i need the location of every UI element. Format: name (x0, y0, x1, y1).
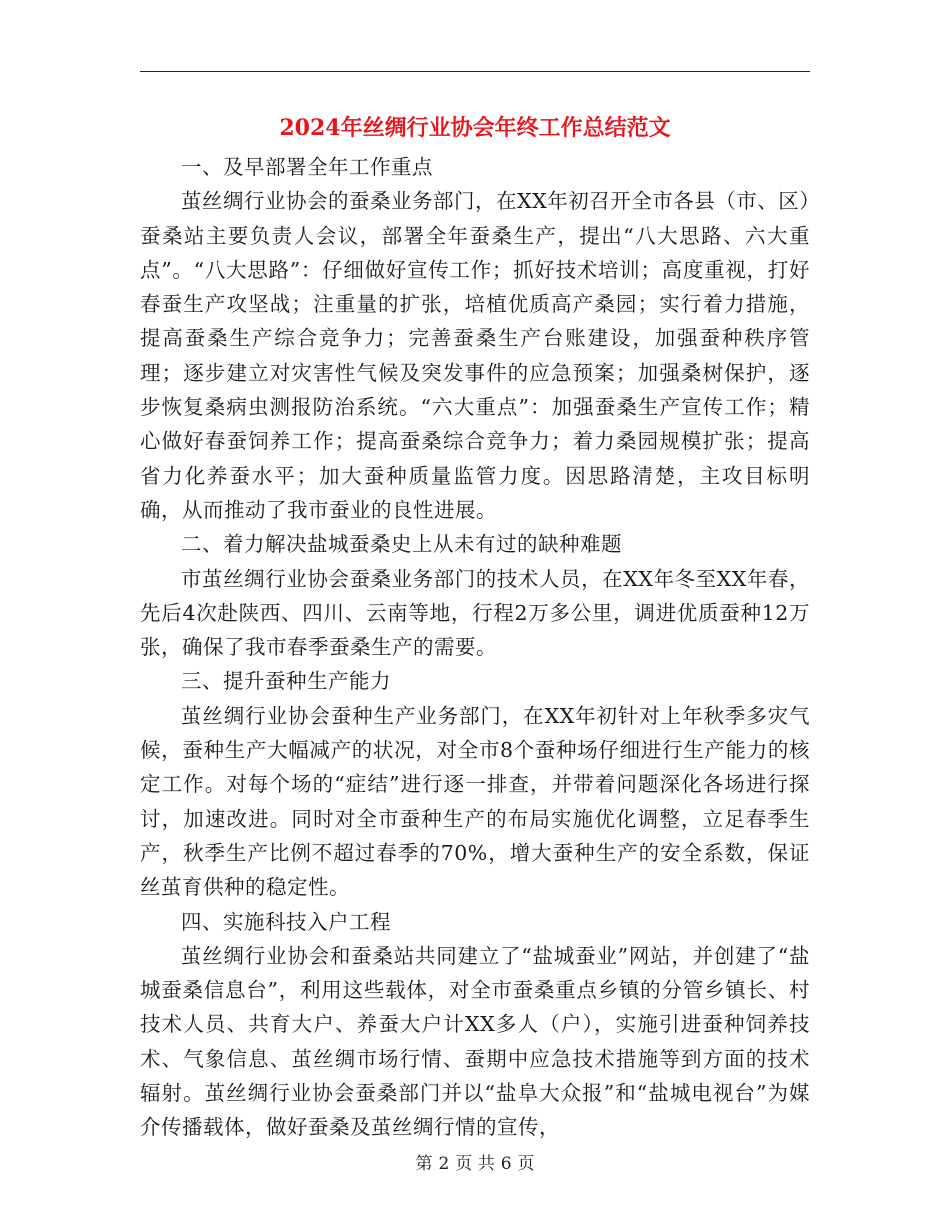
footer-prefix: 第 (415, 1154, 433, 1174)
document-title: 2024年丝绸行业协会年终工作总结范文 (279, 115, 671, 141)
footer-middle: 页 共 (455, 1154, 495, 1174)
footer-page-number: 2 (438, 1154, 450, 1174)
document-body (140, 150, 810, 1145)
page-footer (140, 1152, 810, 1176)
section-heading-1: 一、及早部署全年工作重点 (181, 155, 433, 179)
section-heading-3: 三、提升蚕种生产能力 (181, 669, 391, 694)
body-paragraph-3: 茧丝绸行业协会蚕种生产业务部门，在XX年初针对上年秋季多灾气候，蚕种生产大幅减产的状况，对全市8个蚕种场仔细进行生产能力的核定工作。对每个场的“症结”进行逐一排查，并带着问题深化各场进行探讨，加速改进。同时对全市蚕种生产的布局实施优化调整，立足春季生产，秋季生产比例不超过春季的70%，增大蚕种生产的安全系数，保证丝茧育供种的稳定性。 (140, 703, 810, 900)
section-heading-2: 二、着力解决盐城蚕桑史上从未有过的缺种难题 (181, 532, 622, 557)
body-paragraph-4: 茧丝绸行业协会和蚕桑站共同建立了“盐城蚕业”网站，并创建了“盐城蚕桑信息台”，利用这些载体，对全市蚕桑重点乡镇的分管乡镇长、村技术人员、共育大户、养蚕大户计XX多人（户），实施引进蚕种饲养技术、气象信息、茧丝绸市场行情、蚕期中应急技术措施等到方面的技术辐射。茧丝绸行业协会蚕桑部门并以“盐阜大众报”和“盐城电视台”为媒介传播载体，做好蚕桑及茧丝绸行情的宣传， (140, 943, 810, 1140)
body-paragraph-1: 茧丝绸行业协会的蚕桑业务部门，在XX年初召开全市各县（市、区）蚕桑站主要负责人会议，部署全年蚕桑生产，提出“八大思路、六大重点”。“八大思路”：仔细做好宣传工作；抓好技术培训；高度重视，打好春蚕生产攻坚战；注重量的扩张，培植优质高产桑园；实行着力措施，提高蚕桑生产综合竞争力；完善蚕桑生产台账建设，加强蚕种秩序管理；逐步建立对灾害性气候及突发事件的应急预案；加强桑树保护，逐步恢复桑病虫测报防治系统。“六大重点”：加强蚕桑生产宣传工作；精心做好春蚕饲养工作；提高蚕桑综合竞争力；着力桑园规模扩张；提高省力化养蚕水平；加大蚕种质量监管力度。因思路清楚，主攻目标明确，从而推动了我市蚕业的良性进展。 (140, 189, 810, 522)
footer-total-pages: 6 (500, 1154, 512, 1174)
body-paragraph-2: 市茧丝绸行业协会蚕桑业务部门的技术人员，在XX年冬至XX年春，先后4次赴陕西、四川、云南等地，行程2万多公里，调进优质蚕种12万张，确保了我市春季蚕桑生产的需要。 (140, 566, 810, 660)
footer-suffix: 页 (517, 1154, 535, 1174)
header-rule (140, 71, 810, 72)
section-heading-4: 四、实施科技入户工程 (181, 909, 391, 934)
